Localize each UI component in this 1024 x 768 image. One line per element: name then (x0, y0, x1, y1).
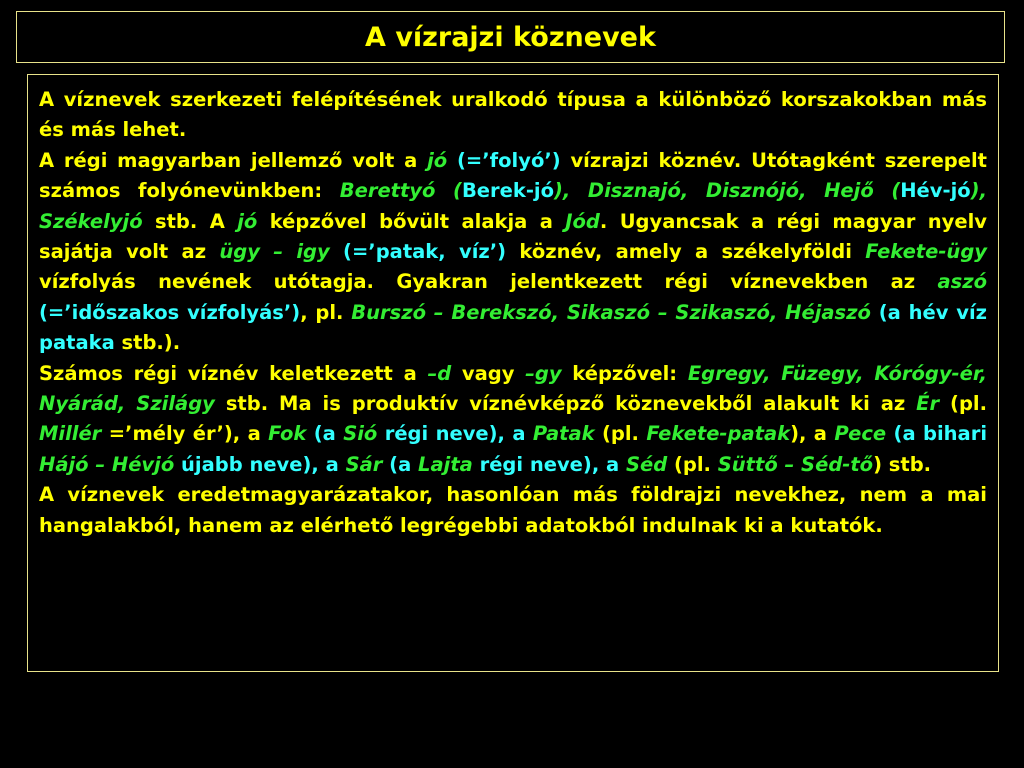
text-run: ), Székelyjó (39, 179, 987, 233)
text-run: Patak (532, 422, 595, 446)
text-run: Millér (39, 422, 102, 446)
text-run: ügy – igy (219, 240, 330, 264)
content-frame (27, 74, 999, 672)
text-run: (=’időszakos vízfolyás’) (39, 300, 301, 324)
text-run: Fekete-ügy (865, 240, 987, 264)
slide-title: A vízrajzi köznevek (365, 21, 656, 53)
text-run: Fekete-patak (646, 422, 791, 446)
text-run: jó (427, 148, 448, 172)
text-run: –gy (525, 361, 562, 385)
text-run: Séd (625, 452, 668, 476)
text-run: újabb neve), a (174, 452, 346, 476)
text-run: Pece (834, 422, 887, 446)
text-run: Számos régi víznév keletkezett a (39, 361, 428, 385)
text-run: vízfolyás nevének utótagja. Gyakran jelentkezett régi víznevekben az (39, 270, 938, 294)
text-run: képzővel: (561, 361, 688, 385)
text-run: Hájó – Hévjó (39, 452, 175, 476)
text-run: (a (306, 422, 344, 446)
text-run: Burszó – Berekszó, Sikaszó – Szikaszó, Héjaszó (351, 300, 871, 324)
text-run: régi neve), a (377, 422, 533, 446)
text-run: Berek-jó (461, 179, 555, 203)
text-run: ( (873, 179, 901, 203)
text-run: . Ugyancsak a régi magyar nyelv sajátja volt az (39, 209, 987, 264)
text-run: Fok (268, 422, 307, 446)
paragraph-4 (39, 480, 987, 541)
text-run: =’mély ér’), a (101, 422, 269, 446)
text-run: vagy (451, 361, 526, 385)
text-run: ( (435, 179, 462, 203)
text-run: , pl. (300, 300, 352, 324)
text-run: Sió (343, 422, 378, 446)
paragraph-2 (39, 146, 987, 359)
text-run: Süttő – Séd-tő (717, 452, 874, 476)
text-run: (a hév víz pataka (39, 300, 987, 355)
text-run: Berettyó (339, 179, 436, 203)
text-run: régi neve), a (472, 452, 626, 476)
text-run: (=’patak, víz’) (329, 240, 520, 264)
text-run: ) stb. (873, 452, 932, 476)
text-run: stb.). (121, 331, 181, 355)
text-run: stb. Ma is produktív víznévképző köznevekből alakult ki az (214, 392, 917, 416)
text-run: (=’folyó’) (447, 148, 571, 172)
text-run: Hév-jó (900, 179, 971, 203)
text-run: Sár (345, 452, 383, 476)
text-run: A régi magyarban jellemző volt a (39, 148, 428, 172)
text-run: (a bihari (886, 422, 988, 446)
text-run: (pl. (667, 452, 718, 476)
text-run: (pl. (594, 422, 647, 446)
text-run: stb. A (142, 209, 238, 233)
text-run: Lajta (418, 452, 473, 476)
text-run: (a (382, 452, 419, 476)
text-run: A víznevek szerkezeti felépítésének uralkodó típusa a különböző korszakokban más és más lehet. (39, 88, 987, 142)
text-run: Egregy, Füzegy, Kórógy-ér, Nyárád, Szilágy (39, 361, 988, 416)
paragraph-3 (39, 359, 987, 481)
text-run: vízrajzi köznév. Utótagként szerepelt számos folyónevünkben: (39, 148, 988, 203)
text-run: –d (427, 361, 452, 385)
text-run: ), a (790, 422, 835, 446)
text-run: jó (237, 209, 258, 233)
text-run: ), Disznajó, Disznójó, Hejő (554, 179, 874, 203)
text-run: (pl. (939, 392, 987, 416)
text-run: köznév, amely a székelyföldi (519, 240, 866, 264)
paragraph-1 (39, 85, 987, 146)
text-run: képzővel bővült alakja a (257, 209, 566, 233)
text-run: A víznevek eredetmagyarázatakor, hasonlóan más földrajzi nevekhez, nem a mai hangalakból, hanem az elérhető legrégebbi adatokból indulnak ki a kutatók. (39, 483, 987, 537)
body-text (39, 85, 987, 541)
text-run: Jód (565, 209, 600, 233)
title-frame (16, 11, 1005, 63)
text-run: aszó (937, 270, 987, 294)
text-run: Ér (916, 392, 940, 416)
